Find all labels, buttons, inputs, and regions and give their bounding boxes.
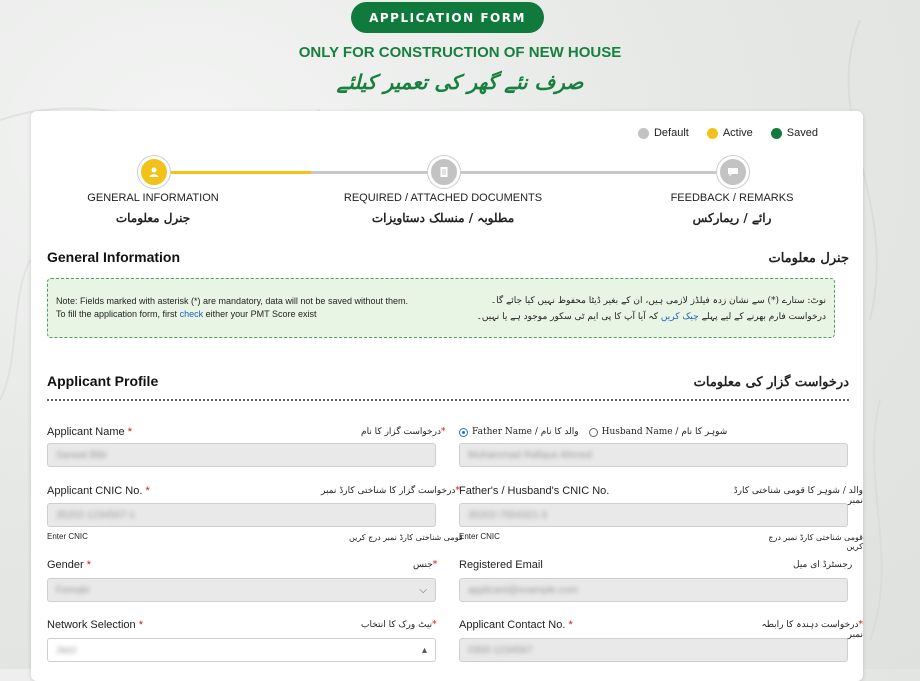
page-subtitle-urdu: صرف نئے گھر کی تعمیر کیلئے bbox=[336, 70, 584, 94]
email-field[interactable]: applicant@example.com bbox=[459, 578, 848, 602]
applicant-profile-title-urdu: درخواست گزار کی معلومات bbox=[693, 375, 849, 390]
step-documents-label[interactable]: REQUIRED / ATTACHED DOCUMENTS bbox=[343, 192, 543, 204]
chevron-down-icon: ⌵ bbox=[419, 585, 427, 596]
step-general-icon[interactable] bbox=[138, 156, 170, 188]
legend-default: Default bbox=[638, 127, 689, 139]
father-cnic-hint: Enter CNIC bbox=[459, 532, 500, 541]
step-general-urdu: جنرل معلومات bbox=[115, 211, 191, 225]
father-cnic-urdu: والد / شوہر کا قومی شناختی کارڈ نمبر bbox=[733, 486, 863, 506]
user-icon bbox=[148, 166, 160, 178]
status-legend bbox=[638, 127, 818, 139]
profile-divider bbox=[47, 399, 849, 401]
general-info-title-urdu: جنرل معلومات bbox=[768, 251, 849, 266]
applicant-name-urdu: *درخواست گزار کا نام bbox=[361, 427, 446, 437]
email-urdu: رجسٹرڈ ای میل bbox=[793, 560, 853, 570]
pmt-check-link[interactable]: check bbox=[179, 309, 204, 319]
gender-urdu: *جنس bbox=[413, 560, 438, 570]
father-cnic-field[interactable]: 35202-7654321-3 bbox=[459, 503, 848, 527]
network-label: Network Selection * bbox=[47, 619, 143, 631]
step-documents-icon[interactable] bbox=[428, 156, 460, 188]
step-feedback-label[interactable]: FEEDBACK / REMARKS bbox=[670, 192, 794, 204]
relation-radio-group: Father Name / والد کا نام Husband Name / شوہر کا نام bbox=[459, 427, 727, 437]
contact-urdu: *درخواست دہندہ کا رابطہ نمبر bbox=[761, 620, 863, 640]
applicant-name-label: Applicant Name * bbox=[47, 426, 132, 438]
applicant-cnic-urdu: *درخواست گزار کا شناختی کارڈ نمبر bbox=[321, 486, 460, 496]
step-feedback-urdu: رائے / ریمارکس bbox=[692, 211, 772, 225]
application-form-badge: APPLICATION FORM bbox=[351, 2, 544, 33]
document-icon bbox=[438, 166, 450, 178]
contact-label: Applicant Contact No. * bbox=[459, 619, 573, 631]
applicant-cnic-label: Applicant CNIC No. * bbox=[47, 485, 150, 497]
general-info-title: General Information bbox=[47, 249, 181, 265]
gender-label: Gender * bbox=[47, 559, 92, 571]
stepper-progress bbox=[153, 171, 311, 174]
page-subtitle: ONLY FOR CONSTRUCTION OF NEW HOUSE bbox=[298, 44, 622, 61]
network-urdu: *نیٹ ورک کا انتخاب bbox=[361, 620, 437, 630]
pmt-check-link-urdu[interactable]: چیک کریں bbox=[660, 312, 699, 322]
applicant-profile-title: Applicant Profile bbox=[47, 373, 159, 389]
contact-field[interactable]: 0300-1234567 bbox=[459, 638, 848, 662]
step-documents-urdu: مطلوبہ / منسلک دستاویزات bbox=[371, 211, 515, 225]
step-general-label[interactable]: GENERAL INFORMATION bbox=[87, 192, 219, 204]
legend-active: Active bbox=[707, 127, 753, 139]
husband-name-radio[interactable] bbox=[589, 428, 598, 437]
gender-select[interactable]: Female ⌵ bbox=[47, 578, 436, 602]
chat-icon bbox=[727, 166, 739, 178]
active-dot-icon bbox=[707, 128, 718, 139]
form-card bbox=[31, 111, 863, 681]
applicant-cnic-hint: Enter CNIC bbox=[47, 532, 88, 541]
caret-up-icon: ▴ bbox=[421, 645, 427, 656]
father-cnic-hint-urdu: قومی شناختی کارڈ نمبر درج کریں bbox=[768, 533, 863, 551]
relation-name-field[interactable]: Muhammad Rafique Ahmed bbox=[459, 443, 848, 467]
mandatory-note: Note: Fields marked with asterisk (*) are mandatory, data will not be saved without them. To fill the application form, first check either your PMT Score exist نوٹ: ستارے (*) سے نشان زدہ فیلڈز لازمی ہیں، ان کے بغیر ڈیٹا محفوظ نہیں کیا جائے گا۔ درخواست فارم بھرنے کے لیے پہلے چیک کریں کہ آیا آپ کا پی ایم ٹی سکور موجود ہے یا نہیں۔ bbox=[47, 278, 835, 338]
applicant-cnic-field[interactable]: 35202-1234567-1 bbox=[47, 503, 436, 527]
father-name-radio[interactable] bbox=[459, 428, 468, 437]
saved-dot-icon bbox=[771, 128, 782, 139]
email-label: Registered Email bbox=[459, 559, 543, 571]
network-select[interactable]: Jazz ▴ bbox=[47, 638, 436, 662]
legend-saved: Saved bbox=[771, 127, 818, 139]
father-cnic-label: Father's / Husband's CNIC No. bbox=[459, 485, 610, 497]
step-feedback-icon[interactable] bbox=[717, 156, 749, 188]
default-dot-icon bbox=[638, 128, 649, 139]
applicant-name-field[interactable]: Sarwat Bibi bbox=[47, 443, 436, 467]
applicant-cnic-hint-urdu: قومی شناختی کارڈ نمبر درج کریں bbox=[349, 533, 463, 542]
